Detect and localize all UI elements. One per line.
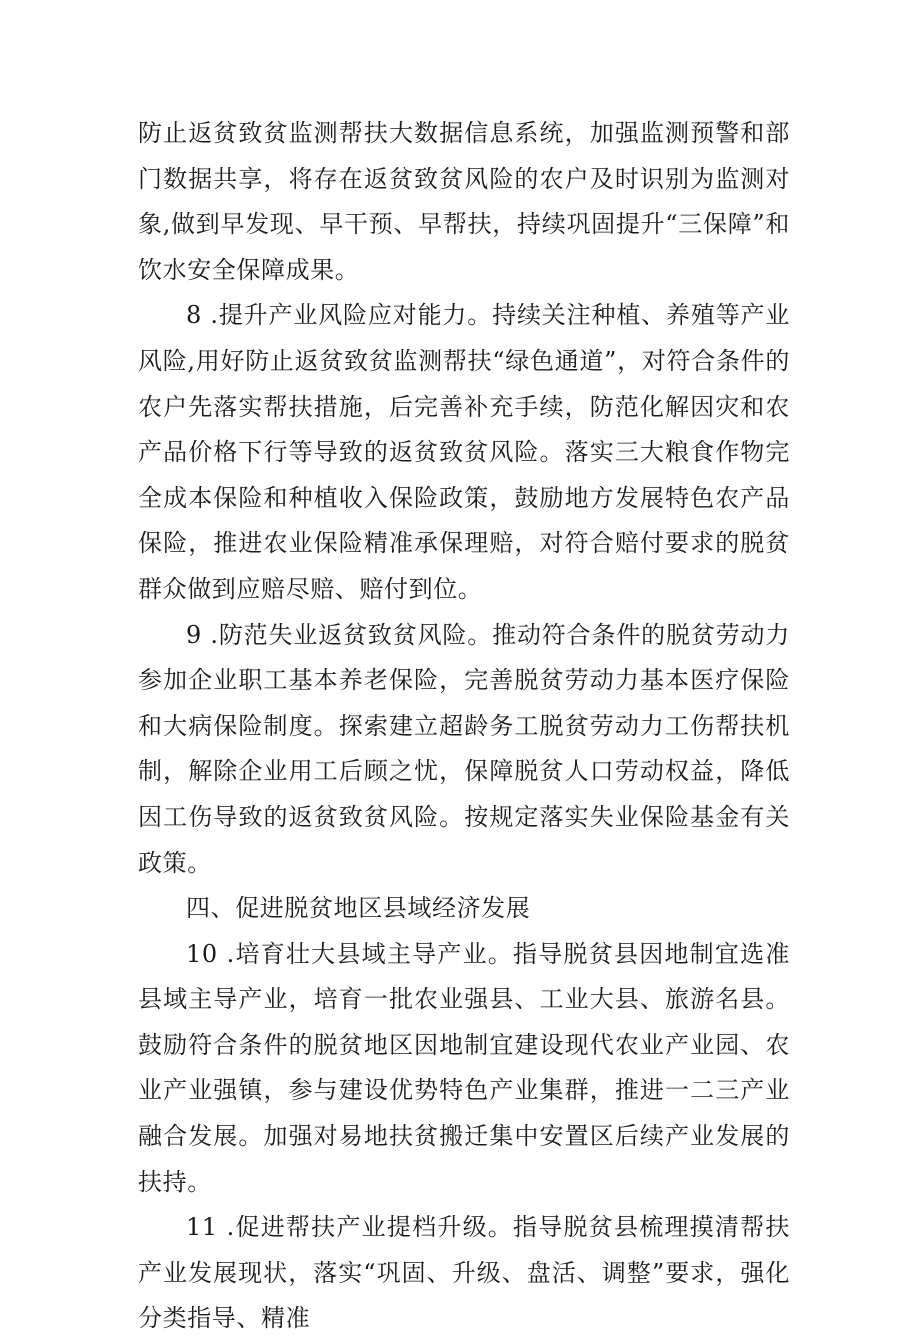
paragraph-item-8: 8 .提升产业风险应对能力。持续关注种植、养殖等产业风险,用好防止返贫致贫监测帮扶“绿色通道”，对符合条件的农户先落实帮扶措施，后完善补充手续，防范化解因灾和农产品价格下行等导致的返贫致贫风险。落实三大粮食作物完全成本保险和种植收入保险政策，鼓励地方发展特色农产品保险，推进农业保险精准承保理赔，对符合赔付要求的脱贫群众做到应赔尽赔、赔付到位。 — [138, 301, 790, 603]
section-heading-4: 四、促进脱贫地区县域经济发展 — [186, 894, 531, 923]
paragraph-item-10: 10 .培育壮大县域主导产业。指导脱贫县因地制宜选准县域主导产业，培育一批农业强县、工业大县、旅游名县。鼓励符合条件的脱贫地区因地制宜建设现代农业产业园、农业产业强镇，参与建设优势特色产业集群，推进一二三产业融合发展。加强对易地扶贫搬迁集中安置区后续产业发展的扶持。 — [138, 939, 790, 1196]
paragraph-continuation: 防止返贫致贫监测帮扶大数据信息系统，加强监测预警和部门数据共享，将存在返贫致贫风险的农户及时识别为监测对象,做到早发现、早干预、早帮扶，持续巩固提升“三保障”和饮水安全保障成果。 — [138, 119, 790, 284]
document-body — [138, 111, 790, 1342]
paragraph-item-9: 9 .防范失业返贫致贫风险。推动符合条件的脱贫劳动力参加企业职工基本养老保险，完善脱贫劳动力基本医疗保险和大病保险制度。探索建立超龄务工脱贫劳动力工伤帮扶机制，解除企业用工后顾之忧，保障脱贫人口劳动权益，降低因工伤导致的返贫致贫风险。按规定落实失业保险基金有关政策。 — [138, 620, 790, 877]
paragraph-item-11: 11 .促进帮扶产业提档升级。指导脱贫县梳理摸清帮扶产业发展现状，落实“巩固、升级、盘活、调整”要求，强化分类指导、精准 — [138, 1213, 790, 1333]
